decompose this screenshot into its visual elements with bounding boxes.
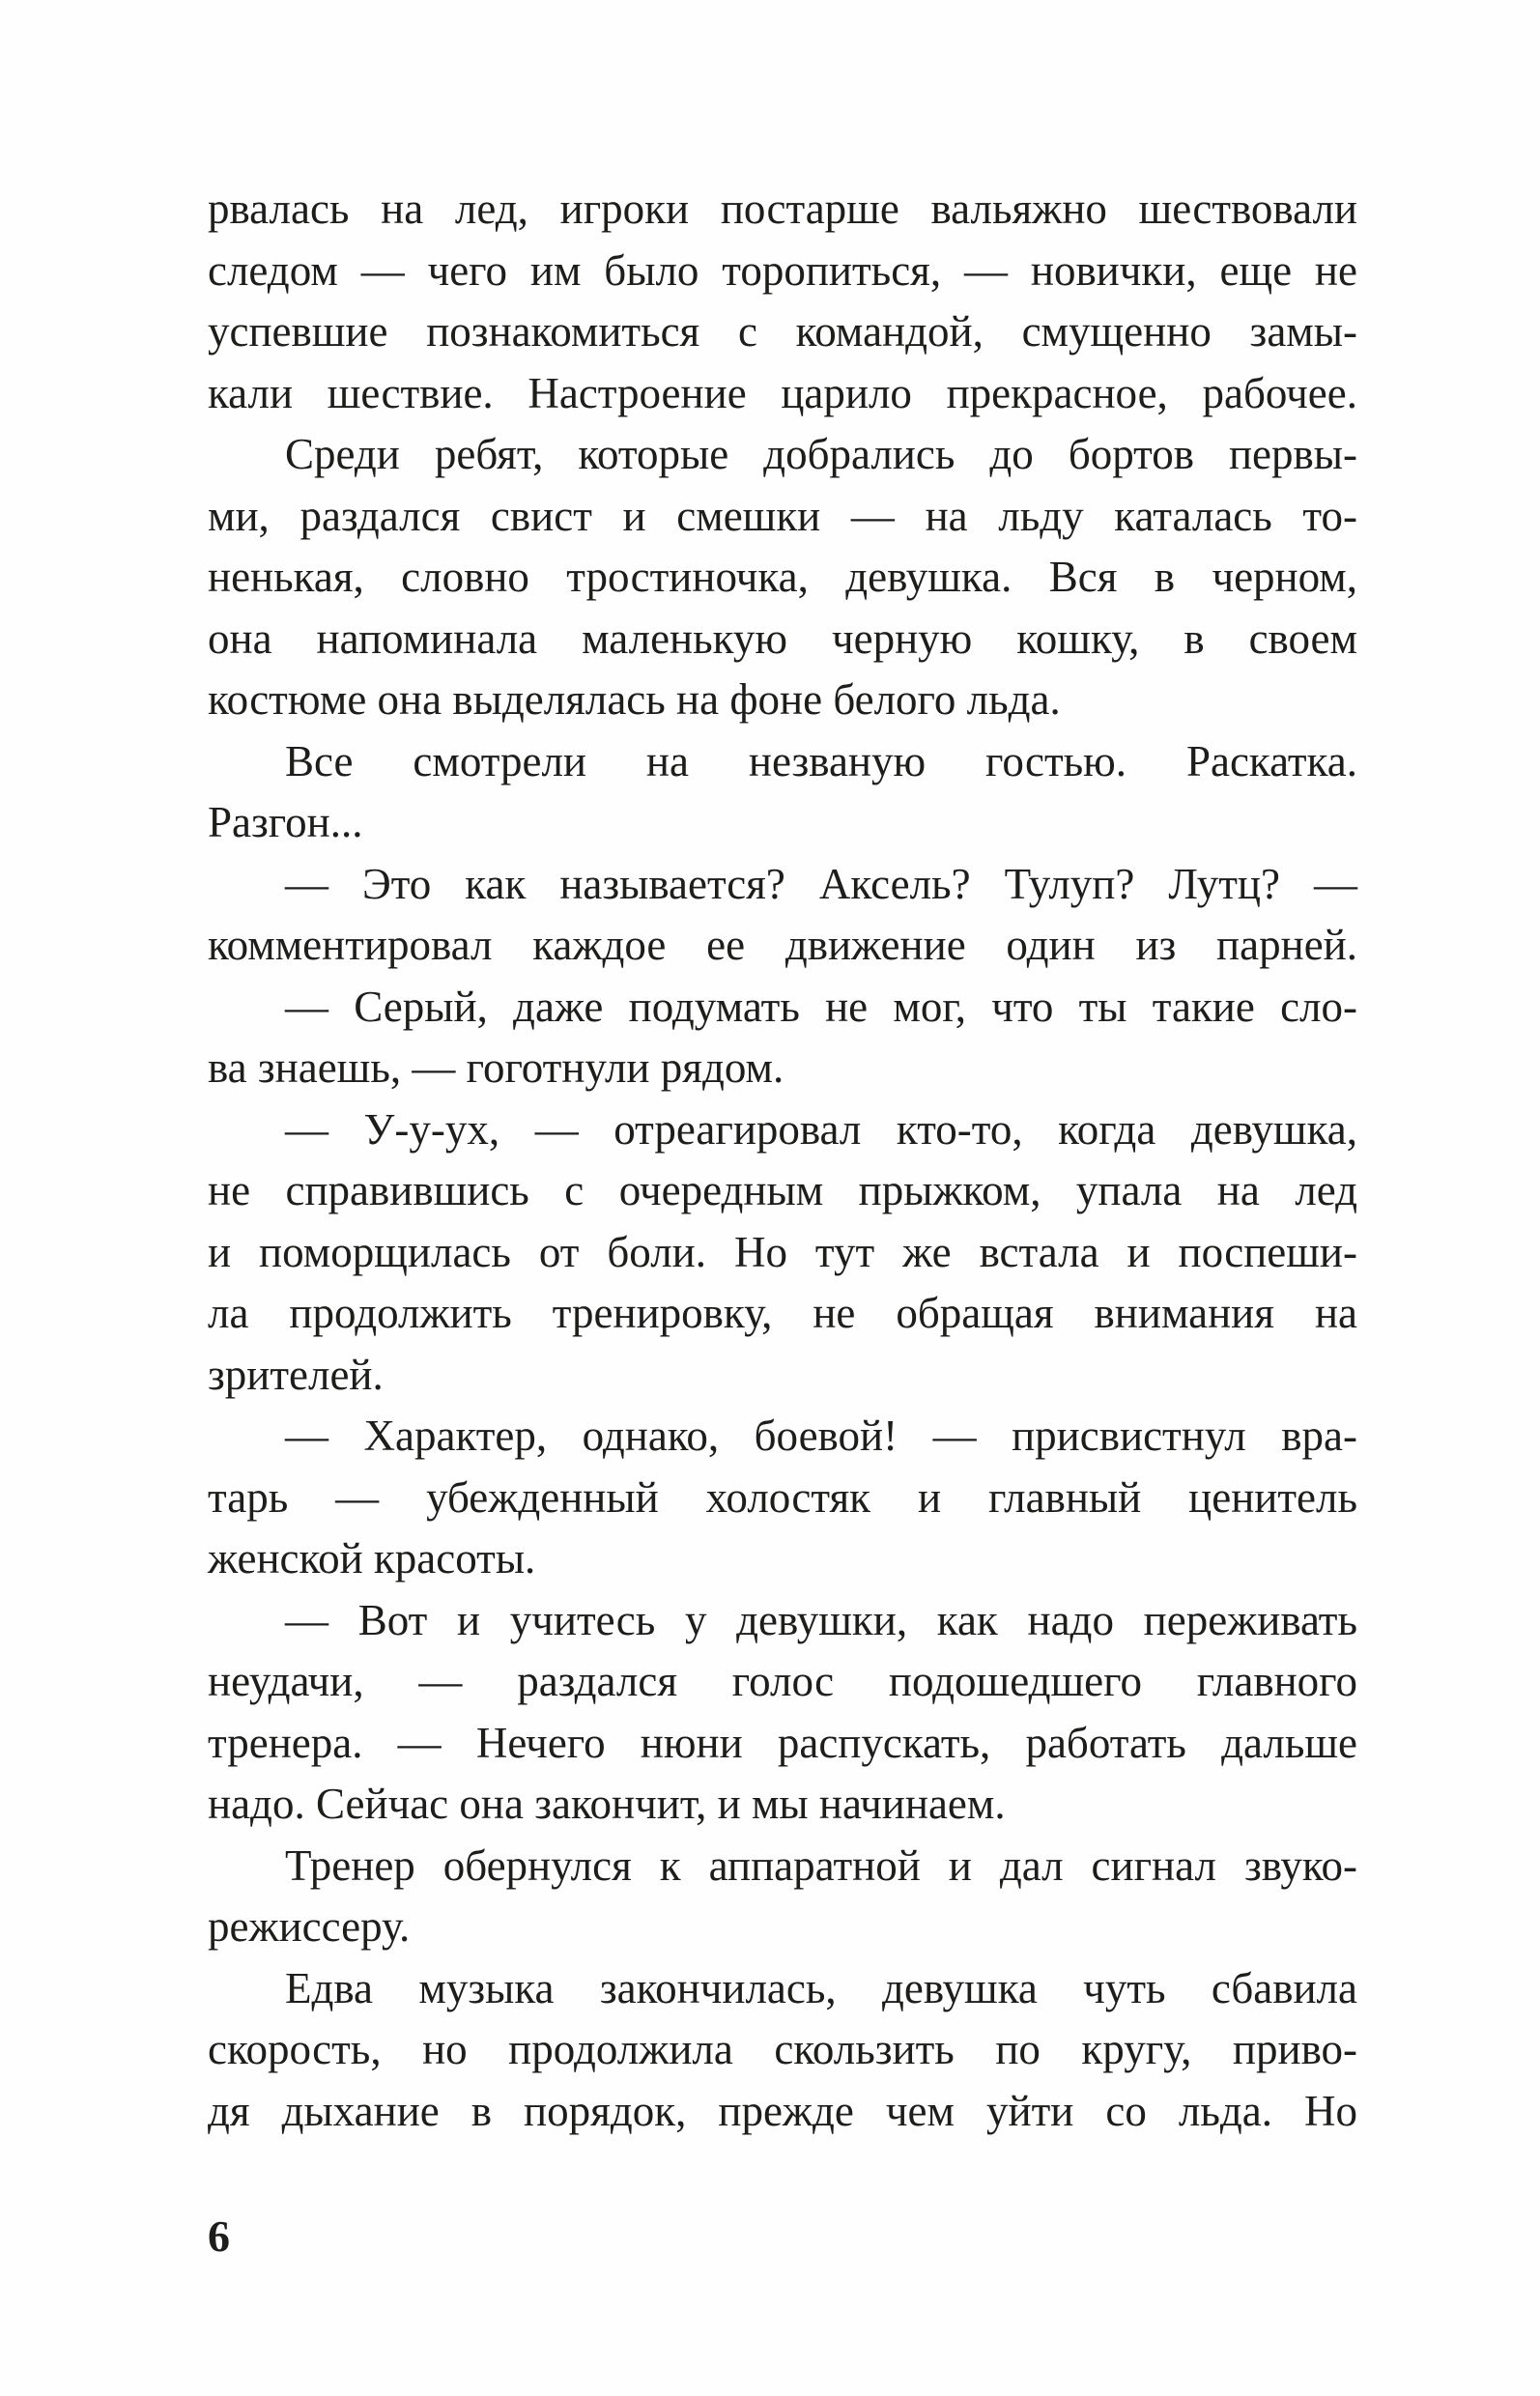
text-line: — Характер, однако, боевой! — присвистнул вра-: [285, 1412, 1357, 1460]
text-line: надо. Сейчас она закончит, и мы начинаем.: [208, 1780, 1006, 1828]
body-text: [208, 179, 1357, 2142]
text-line: ненькая, словно тростиночка, девушка. Вся в черном,: [208, 553, 1357, 601]
text-line: Все смотрели на незваную гостью. Раскатка.: [285, 736, 1357, 785]
page-number: 6: [208, 2211, 230, 2261]
text-line: Разгон...: [208, 798, 363, 846]
text-line: ва знаешь, — гоготнули рядом.: [208, 1043, 784, 1092]
text-line: комментировал каждое ее движение один из парней.: [208, 921, 1357, 969]
text-line: зрителей.: [208, 1350, 384, 1399]
text-line: кали шествие. Настроение царило прекрасное, рабочее.: [208, 368, 1357, 417]
text-line: — У-у-ух, — отреагировал кто-то, когда девушка,: [285, 1104, 1357, 1154]
text-line: успевшие познакомиться с командой, смущенно замы-: [208, 307, 1357, 356]
text-line: тарь — убежденный холостяк и главный ценитель: [208, 1472, 1357, 1522]
text-line: и поморщилась от боли. Но тут же встала и поспеши-: [208, 1227, 1357, 1276]
text-line: женской красоты.: [208, 1534, 536, 1583]
text-line: Среди ребят, которые добрались до бортов первы-: [285, 430, 1357, 478]
text-line: Тренер обернулся к аппаратной и дал сигнал звуко-: [285, 1840, 1357, 1890]
text-line: Едва музыка закончилась, девушка чуть сбавила: [285, 1963, 1357, 2012]
text-line: ла продолжить тренировку, не обращая внимания на: [208, 1289, 1357, 1337]
text-line: ми, раздался свист и смешки — на льду каталась то-: [208, 491, 1357, 540]
text-line: следом — чего им было торопиться, — новички, еще не: [208, 245, 1357, 295]
text-line: тренера. — Нечего нюни распускать, работать дальше: [208, 1718, 1357, 1767]
text-line: — Серый, даже подумать не мог, что ты такие сло-: [285, 982, 1357, 1031]
text-line: режиссеру.: [208, 1902, 411, 1951]
text-line: рвалась на лед, игроки постарше вальяжно шествовали: [208, 185, 1357, 233]
text-line: костюме она выделялась на фоне белого льда.: [208, 675, 1061, 724]
text-line: дя дыхание в порядок, прежде чем уйти со льда. Но: [208, 2086, 1357, 2135]
text-line: — Это как называется? Аксель? Тулуп? Лутц? —: [285, 859, 1357, 908]
text-line: — Вот и учитесь у девушки, как надо переживать: [285, 1595, 1357, 1644]
text-line: скорость, но продолжила скользить по кругу, приво-: [208, 2025, 1357, 2073]
text-line: не справившись с очередным прыжком, упала на лед: [208, 1166, 1357, 1214]
text-line: неудачи, — раздался голос подошедшего главного: [208, 1657, 1357, 1705]
text-line: она напоминала маленькую черную кошку, в своем: [208, 613, 1357, 663]
